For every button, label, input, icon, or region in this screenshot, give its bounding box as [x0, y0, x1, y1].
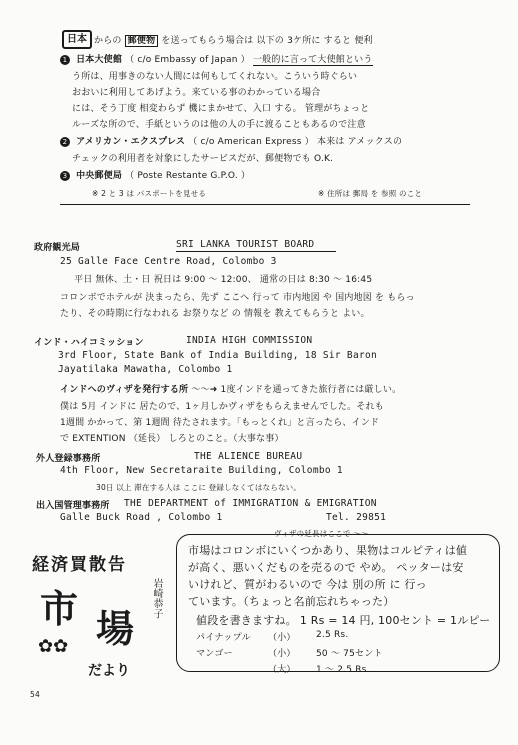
tourist-name: SRI LANKA TOURIST BOARD [176, 239, 315, 250]
japan-logo: 日本 [62, 30, 92, 49]
aliens-name: THE ALIENCE BUREAU [194, 451, 303, 462]
market-line: が高く、悪いくだものを売るので やめ。 ペッターは安 [188, 561, 464, 574]
item1-note: 一般的に言って大使館という [252, 55, 373, 65]
india-label: インド・ハイコミッション [34, 338, 144, 348]
item1-line: おおいに利用してあげよう。来ている事のわかっている場合 [72, 88, 321, 98]
page-number: 54 [30, 690, 40, 699]
india-visa-line: 僕は 5月 インドに 居たので、1ヶ月しかヴィザをもらえませんでした。それも [60, 402, 384, 412]
item-price: 1 〜 2.5 Rs. [316, 665, 370, 675]
fruit-doodle-icon: ✿✿ [38, 636, 69, 657]
india-visa-line: 1週間 かかって、第 1週間 待たされます。「もっとくれ」と言ったら、インド [60, 418, 380, 428]
item1-line: には、そう丁度 相変わらず 機にまかせて、入口 する。 管理がちょっと [72, 104, 370, 114]
tourist-name-underline [176, 251, 336, 252]
item1-sub: （ c/o Embassy of Japan ） [125, 55, 250, 65]
tourist-address: 25 Galle Face Centre Road, Colombo 3 [60, 256, 277, 267]
immigration-label: 出入国管理事務所 [36, 501, 110, 511]
item-name: パイナップル [196, 633, 251, 643]
market-rate-line [196, 612, 490, 628]
aliens-address: 4th Floor, New Secretaraite Building, Colombo 1 [60, 465, 343, 476]
wave-arrow-icon: 〜〜➜ [191, 385, 218, 395]
market-line: いけれど、質がわるいので 今は 別の所 に 行っ [188, 578, 427, 591]
note-passport: ※ 2 と 3 は パスポートを見せる [92, 189, 207, 198]
market-rate-pre: 値段を書きますね。 [196, 614, 297, 627]
item-name: マンゴー [196, 649, 233, 659]
economy-header: 経済買散告 [32, 555, 127, 575]
immigration-address: Galle Buck Road , Colombo 1 [60, 512, 223, 523]
intro-post: を送ってもらう場合は 以下の 3ケ所に すると 便利 [161, 36, 373, 46]
india-visa-heading [60, 382, 401, 395]
tourist-hours: 平日 無休、土・日 祝日は 9:00 〜 12:00、 通常の日は 8:30 〜 16:45 [74, 275, 373, 285]
immigration-name: THE DEPARTMENT of IMMIGRATION & EMIGRATION [124, 498, 377, 509]
market-line: ています。（ちょっと名前忘れちゃった） [188, 595, 395, 608]
market-item-row [196, 646, 383, 659]
item3-number: 3 [60, 171, 70, 181]
note-address: ※ 住所は 郵局 を 参照 のこと [318, 189, 423, 198]
item-size: （大） [268, 665, 296, 675]
intro-line [94, 33, 373, 46]
item1-line: う所は、用事きのない人間には何もしてくれない。こういう時ぐらい [72, 72, 358, 82]
tourist-label: 政府観光局 [34, 243, 81, 253]
aliens-note: 30日 以上 滞在する人は ここに 登録しなくてはならない。 [96, 483, 302, 492]
item-name [196, 662, 260, 675]
item2-heading [60, 134, 402, 147]
item-size: （小） [268, 633, 296, 643]
item1-line: ルーズな所ので、手紙というのは他の人の手に渡ることもあるので注意 [72, 120, 366, 130]
market-item-row [196, 630, 348, 643]
india-name: INDIA HIGH COMMISSION [186, 335, 313, 346]
india-address: Jayatilaka Mawatha, Colombo 1 [58, 364, 233, 375]
economy-author: 岩崎恭子 [151, 578, 162, 619]
item2-line2: チェックの利用者を対象にしたサービスだが、郵便物でも O.K. [72, 154, 334, 164]
tourist-desc: たり、その時期に行なわれる お祭りなど の 情報を 教えてもらうと よい。 [60, 309, 370, 319]
item-price: 50 〜 75セント [316, 649, 383, 659]
item2-sub: （ c/o American Express ） [188, 137, 314, 147]
market-rate: 1 Rs = 14 円, 100セント = 1ルピー [299, 614, 491, 627]
market-line: 市場はコロンボにいくつかあり、果物はコルピティは値 [188, 544, 468, 557]
visa-ext-text: ヴィザの延長はここで [274, 529, 351, 538]
intro-boxed-word: 郵便物 [125, 35, 159, 47]
item2-number: 2 [60, 137, 70, 147]
section-divider [60, 204, 470, 205]
tourist-desc: コロンボでホテルが 決まったら、先ず ここへ 行って 市内地図 や 国内地図 を もらっ [60, 293, 415, 303]
item3-title: 中央郵便局 [76, 171, 123, 181]
economy-sub: だより [88, 663, 130, 679]
item1-title: 日本大使館 [76, 55, 123, 65]
item3-heading [60, 168, 250, 181]
item2-title: アメリカン・エクスプレス [76, 137, 186, 147]
item3-sub: （ Poste Restante G.P.O. ） [125, 171, 251, 181]
economy-word-2: 場 [96, 607, 135, 651]
item2-note: 本来は アメックスの [316, 137, 403, 147]
india-visa-note: 1度インドを通ってきた旅行者には厳しい。 [220, 385, 402, 395]
item1-heading [60, 52, 373, 65]
item1-number: 1 [60, 55, 70, 65]
market-item-row [196, 662, 370, 675]
item-size: （小） [268, 649, 296, 659]
wave-arrow-icon: 〜〜 [353, 529, 369, 538]
aliens-label: 外人登録事務所 [36, 454, 101, 464]
item-price: 2.5 Rs. [316, 630, 349, 640]
economy-word-1: 市 [40, 587, 79, 631]
immigration-tel: Tel. 29851 [326, 512, 387, 523]
india-visa-line: で EXTENTION （延長） しろとのこと。（大事な事） [60, 434, 284, 444]
intro-pre: からの [94, 36, 122, 46]
india-visa-pre: インドへのヴィザを発行する所 [60, 385, 189, 395]
india-address: 3rd Floor, State Bank of India Building, 18 Sir Baron [58, 350, 378, 361]
